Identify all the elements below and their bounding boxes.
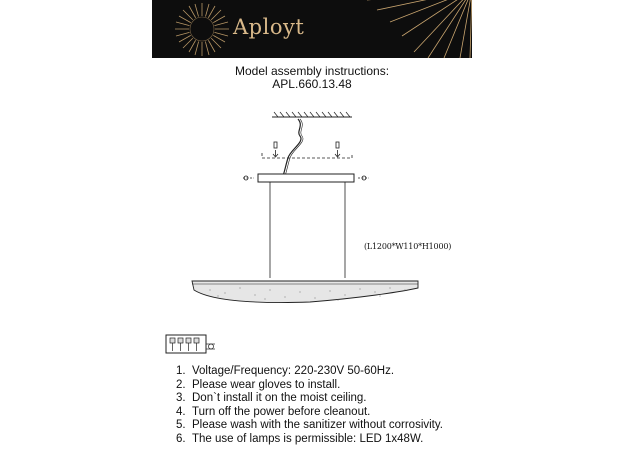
ceiling-hatch [272, 112, 352, 117]
power-cable [283, 119, 301, 176]
instruction-item: 3. Don`t install it on the moist ceiling. [176, 392, 367, 405]
mounting-bracket [262, 142, 352, 158]
instruction-item: 6. The use of lamps is permissible: LED 1x48W. [176, 432, 424, 445]
brand-name: Aployt [233, 15, 305, 39]
page-title: Model assembly instructions: [234, 64, 390, 78]
ceiling-canopy [258, 174, 354, 182]
instructions-list [176, 365, 443, 447]
instruction-item: 4. Turn off the power before cleanout. [176, 405, 371, 418]
model-number: APL.660.13.48 [272, 77, 352, 91]
instruction-item: 5. Please wash with the sanitizer without corrosivity. [176, 419, 443, 432]
dimensions-label: (L1200*W110*H1000) [364, 242, 452, 251]
instruction-item: 2. Please wear gloves to install. [176, 378, 341, 391]
terminal-block-icon [165, 333, 220, 358]
instruction-item: 1. Voltage/Frequency: 220-230V 50-60Hz. [176, 365, 395, 377]
